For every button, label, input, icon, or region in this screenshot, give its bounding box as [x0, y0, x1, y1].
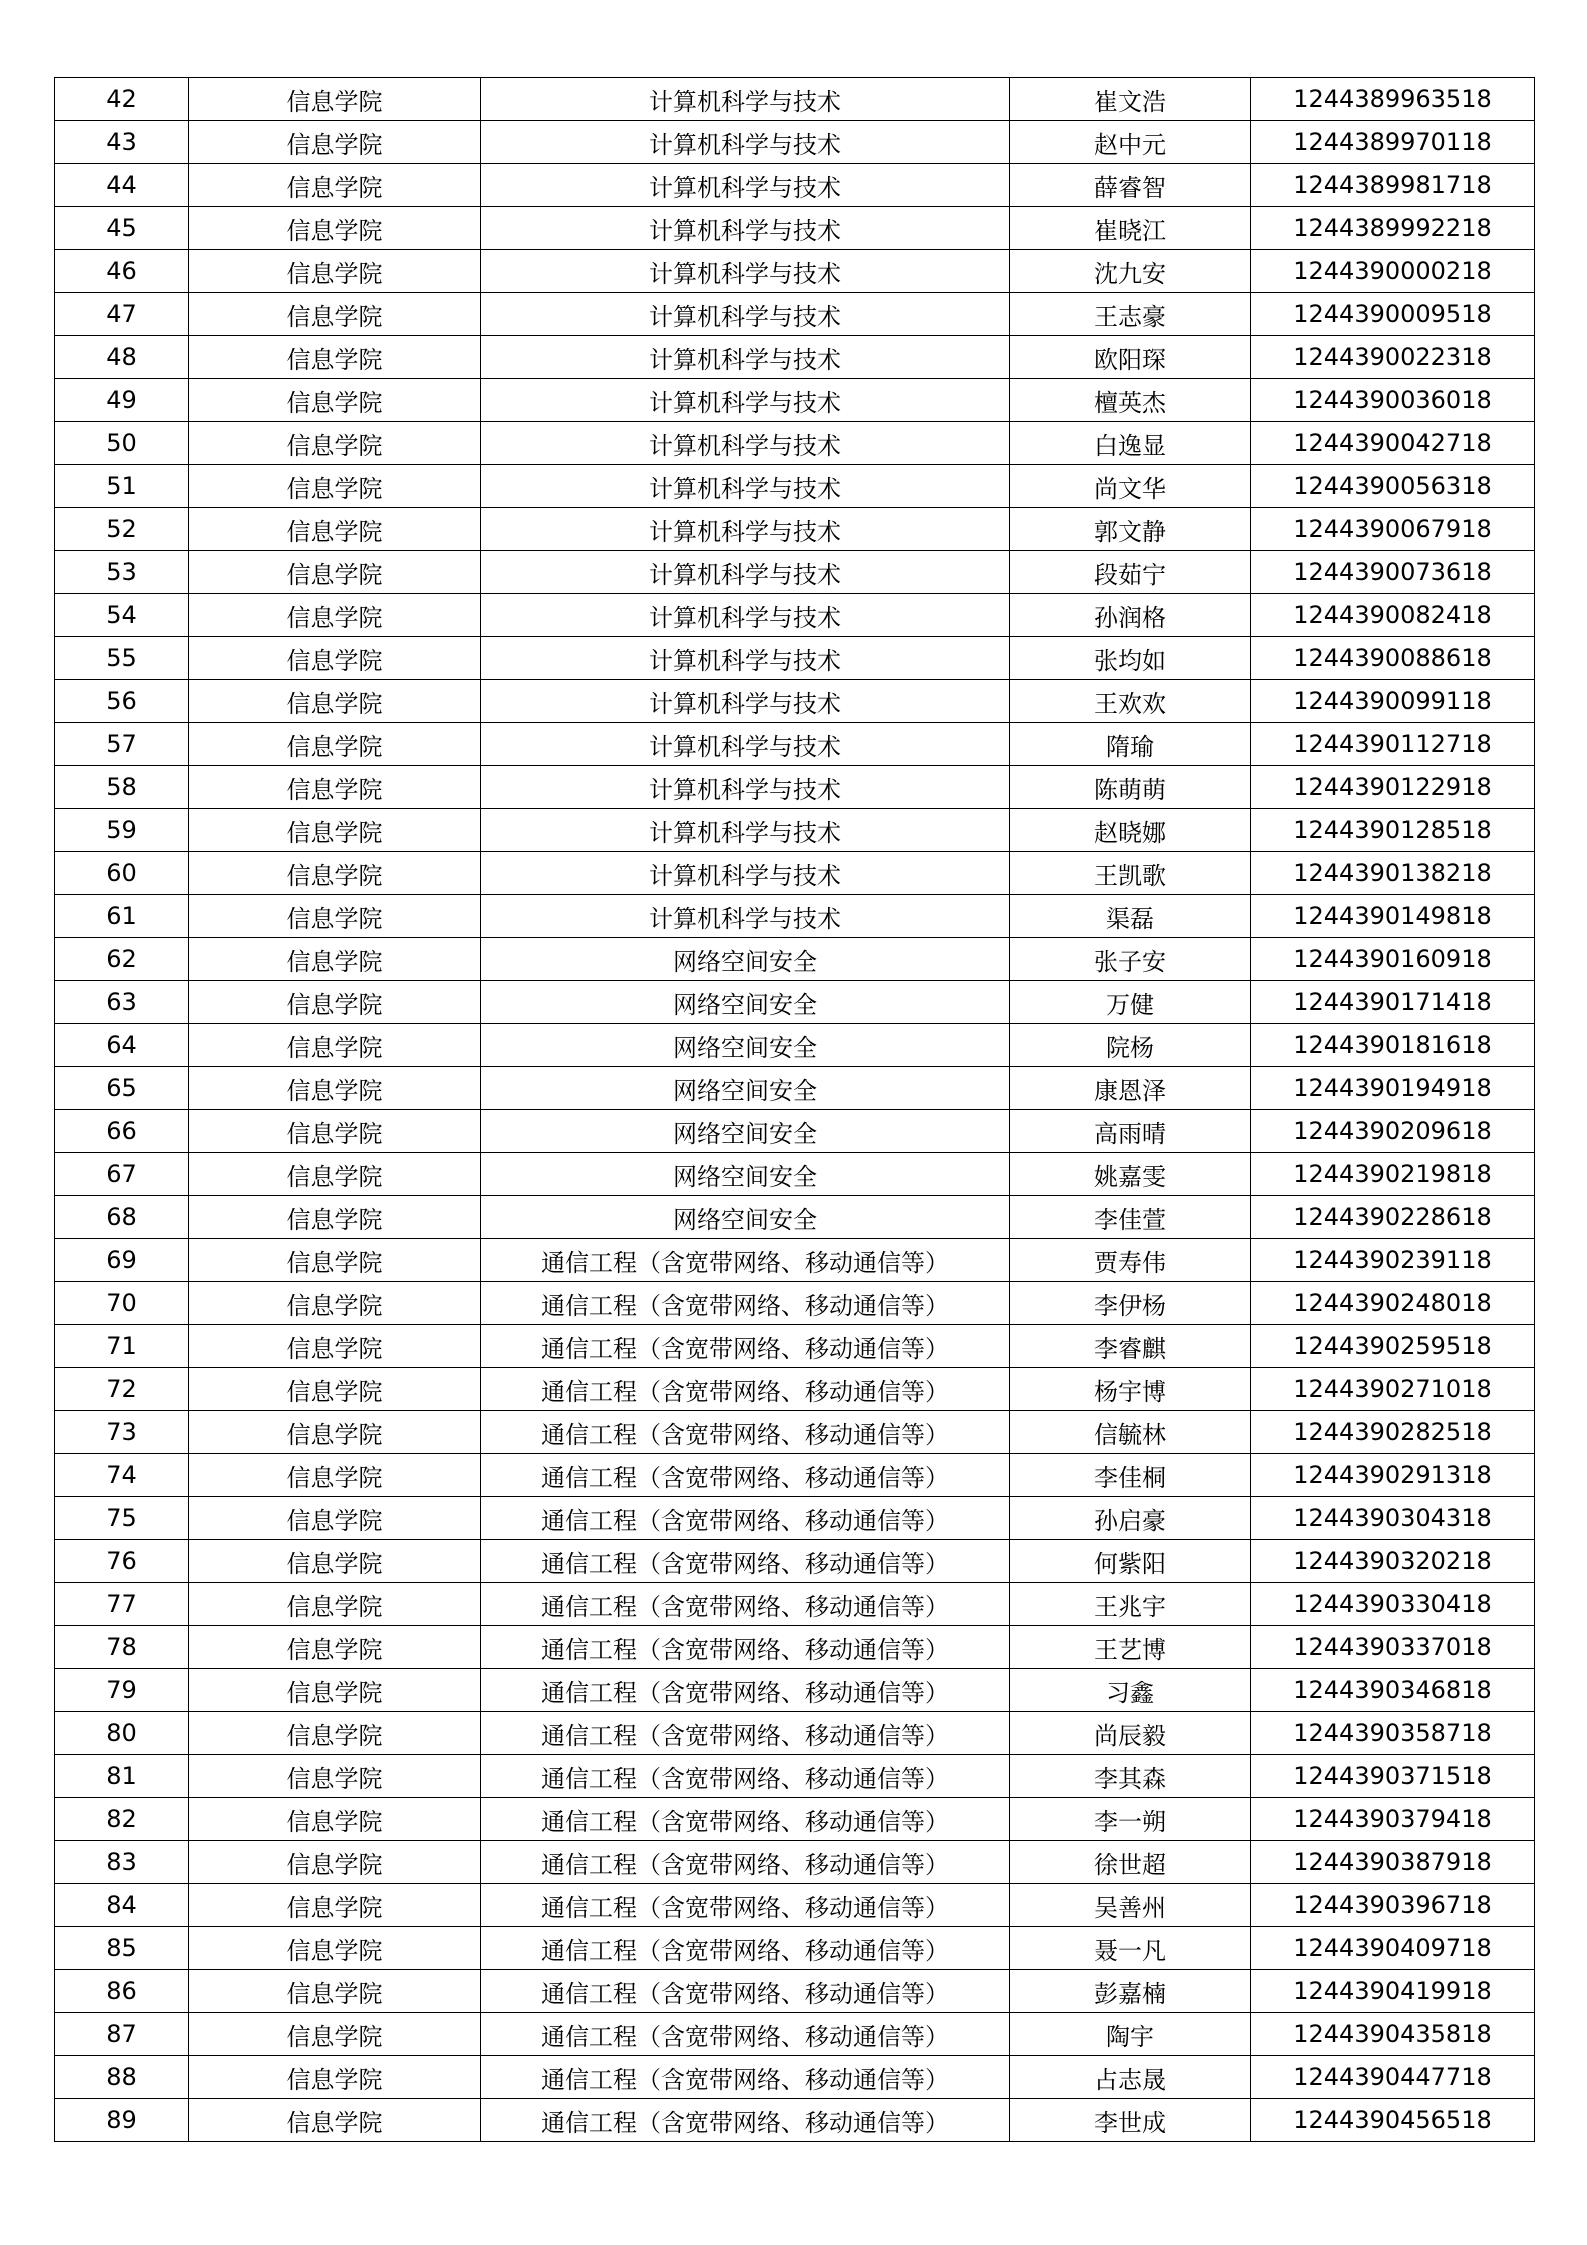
student-name-cell: 王欢欢: [1010, 680, 1251, 723]
student-name-cell: 高雨晴: [1010, 1110, 1251, 1153]
table-row: [55, 1110, 1535, 1153]
college-cell: 信息学院: [189, 78, 481, 121]
row-number-cell: 47: [55, 293, 189, 336]
student-name-cell: 王艺博: [1010, 1626, 1251, 1669]
roster-sheet: [54, 77, 1534, 2142]
table-row: [55, 78, 1535, 121]
major-cell: 计算机科学与技术: [481, 293, 1010, 336]
row-number-cell: 44: [55, 164, 189, 207]
exam-id-cell: 1244390009518: [1251, 293, 1535, 336]
row-number-cell: 60: [55, 852, 189, 895]
table-row: [55, 809, 1535, 852]
row-number-cell: 56: [55, 680, 189, 723]
college-cell: 信息学院: [189, 1454, 481, 1497]
row-number-cell: 82: [55, 1798, 189, 1841]
row-number-cell: 50: [55, 422, 189, 465]
table-row: [55, 2099, 1535, 2142]
exam-id-cell: 1244390371518: [1251, 1755, 1535, 1798]
row-number-cell: 83: [55, 1841, 189, 1884]
row-number-cell: 46: [55, 250, 189, 293]
table-row: [55, 1755, 1535, 1798]
roster-table: [54, 77, 1535, 2142]
exam-id-cell: 1244389970118: [1251, 121, 1535, 164]
major-cell: 通信工程（含宽带网络、移动通信等）: [481, 1884, 1010, 1927]
table-row: [55, 680, 1535, 723]
major-cell: 网络空间安全: [481, 938, 1010, 981]
exam-id-cell: 1244390320218: [1251, 1540, 1535, 1583]
major-cell: 通信工程（含宽带网络、移动通信等）: [481, 1669, 1010, 1712]
table-row: [55, 1153, 1535, 1196]
student-name-cell: 徐世超: [1010, 1841, 1251, 1884]
major-cell: 通信工程（含宽带网络、移动通信等）: [481, 1411, 1010, 1454]
major-cell: 通信工程（含宽带网络、移动通信等）: [481, 1239, 1010, 1282]
row-number-cell: 42: [55, 78, 189, 121]
row-number-cell: 69: [55, 1239, 189, 1282]
student-name-cell: 李世成: [1010, 2099, 1251, 2142]
major-cell: 计算机科学与技术: [481, 809, 1010, 852]
college-cell: 信息学院: [189, 895, 481, 938]
major-cell: 网络空间安全: [481, 1067, 1010, 1110]
student-name-cell: 彭嘉楠: [1010, 1970, 1251, 2013]
row-number-cell: 79: [55, 1669, 189, 1712]
row-number-cell: 57: [55, 723, 189, 766]
exam-id-cell: 1244390138218: [1251, 852, 1535, 895]
table-row: [55, 1712, 1535, 1755]
table-row: [55, 1540, 1535, 1583]
table-row: [55, 1411, 1535, 1454]
exam-id-cell: 1244390346818: [1251, 1669, 1535, 1712]
college-cell: 信息学院: [189, 1970, 481, 2013]
row-number-cell: 81: [55, 1755, 189, 1798]
college-cell: 信息学院: [189, 1540, 481, 1583]
college-cell: 信息学院: [189, 1798, 481, 1841]
table-row: [55, 1282, 1535, 1325]
major-cell: 通信工程（含宽带网络、移动通信等）: [481, 1368, 1010, 1411]
major-cell: 计算机科学与技术: [481, 637, 1010, 680]
college-cell: 信息学院: [189, 938, 481, 981]
exam-id-cell: 1244390073618: [1251, 551, 1535, 594]
table-row: [55, 1239, 1535, 1282]
table-row: [55, 293, 1535, 336]
table-row: [55, 1368, 1535, 1411]
college-cell: 信息学院: [189, 1110, 481, 1153]
major-cell: 通信工程（含宽带网络、移动通信等）: [481, 1583, 1010, 1626]
table-row: [55, 465, 1535, 508]
student-name-cell: 贾寿伟: [1010, 1239, 1251, 1282]
table-row: [55, 1841, 1535, 1884]
exam-id-cell: 1244390379418: [1251, 1798, 1535, 1841]
table-row: [55, 1884, 1535, 1927]
exam-id-cell: 1244390271018: [1251, 1368, 1535, 1411]
table-row: [55, 379, 1535, 422]
college-cell: 信息学院: [189, 1626, 481, 1669]
exam-id-cell: 1244390248018: [1251, 1282, 1535, 1325]
row-number-cell: 89: [55, 2099, 189, 2142]
student-name-cell: 郭文静: [1010, 508, 1251, 551]
exam-id-cell: 1244390396718: [1251, 1884, 1535, 1927]
table-row: [55, 637, 1535, 680]
table-row: [55, 723, 1535, 766]
row-number-cell: 88: [55, 2056, 189, 2099]
exam-id-cell: 1244390036018: [1251, 379, 1535, 422]
row-number-cell: 53: [55, 551, 189, 594]
college-cell: 信息学院: [189, 1024, 481, 1067]
major-cell: 计算机科学与技术: [481, 594, 1010, 637]
exam-id-cell: 1244390304318: [1251, 1497, 1535, 1540]
college-cell: 信息学院: [189, 422, 481, 465]
major-cell: 通信工程（含宽带网络、移动通信等）: [481, 2013, 1010, 2056]
student-name-cell: 王凯歌: [1010, 852, 1251, 895]
major-cell: 通信工程（含宽带网络、移动通信等）: [481, 1798, 1010, 1841]
major-cell: 计算机科学与技术: [481, 78, 1010, 121]
row-number-cell: 62: [55, 938, 189, 981]
student-name-cell: 李睿麒: [1010, 1325, 1251, 1368]
table-row: [55, 1067, 1535, 1110]
exam-id-cell: 1244390181618: [1251, 1024, 1535, 1067]
table-row: [55, 895, 1535, 938]
row-number-cell: 84: [55, 1884, 189, 1927]
exam-id-cell: 1244390194918: [1251, 1067, 1535, 1110]
table-row: [55, 938, 1535, 981]
student-name-cell: 崔晓江: [1010, 207, 1251, 250]
exam-id-cell: 1244390000218: [1251, 250, 1535, 293]
college-cell: 信息学院: [189, 1755, 481, 1798]
table-row: [55, 1497, 1535, 1540]
table-row: [55, 981, 1535, 1024]
table-row: [55, 422, 1535, 465]
college-cell: 信息学院: [189, 1153, 481, 1196]
table-row: [55, 1970, 1535, 2013]
college-cell: 信息学院: [189, 2056, 481, 2099]
student-name-cell: 院杨: [1010, 1024, 1251, 1067]
college-cell: 信息学院: [189, 1927, 481, 1970]
college-cell: 信息学院: [189, 809, 481, 852]
student-name-cell: 孙启豪: [1010, 1497, 1251, 1540]
exam-id-cell: 1244390387918: [1251, 1841, 1535, 1884]
college-cell: 信息学院: [189, 2013, 481, 2056]
student-name-cell: 姚嘉雯: [1010, 1153, 1251, 1196]
exam-id-cell: 1244390456518: [1251, 2099, 1535, 2142]
table-row: [55, 1927, 1535, 1970]
college-cell: 信息学院: [189, 293, 481, 336]
exam-id-cell: 1244390259518: [1251, 1325, 1535, 1368]
student-name-cell: 渠磊: [1010, 895, 1251, 938]
table-row: [55, 336, 1535, 379]
table-row: [55, 2056, 1535, 2099]
exam-id-cell: 1244390067918: [1251, 508, 1535, 551]
student-name-cell: 聂一凡: [1010, 1927, 1251, 1970]
major-cell: 网络空间安全: [481, 1024, 1010, 1067]
college-cell: 信息学院: [189, 1196, 481, 1239]
major-cell: 通信工程（含宽带网络、移动通信等）: [481, 2056, 1010, 2099]
exam-id-cell: 1244390149818: [1251, 895, 1535, 938]
table-row: [55, 207, 1535, 250]
exam-id-cell: 1244390088618: [1251, 637, 1535, 680]
college-cell: 信息学院: [189, 1067, 481, 1110]
student-name-cell: 占志晟: [1010, 2056, 1251, 2099]
college-cell: 信息学院: [189, 1282, 481, 1325]
student-name-cell: 沈九安: [1010, 250, 1251, 293]
student-name-cell: 段茹宁: [1010, 551, 1251, 594]
student-name-cell: 信毓林: [1010, 1411, 1251, 1454]
row-number-cell: 78: [55, 1626, 189, 1669]
major-cell: 网络空间安全: [481, 1196, 1010, 1239]
row-number-cell: 75: [55, 1497, 189, 1540]
exam-id-cell: 1244390082418: [1251, 594, 1535, 637]
row-number-cell: 86: [55, 1970, 189, 2013]
table-row: [55, 1325, 1535, 1368]
row-number-cell: 63: [55, 981, 189, 1024]
major-cell: 计算机科学与技术: [481, 895, 1010, 938]
exam-id-cell: 1244390122918: [1251, 766, 1535, 809]
major-cell: 通信工程（含宽带网络、移动通信等）: [481, 1325, 1010, 1368]
exam-id-cell: 1244389981718: [1251, 164, 1535, 207]
student-name-cell: 王志豪: [1010, 293, 1251, 336]
major-cell: 计算机科学与技术: [481, 508, 1010, 551]
major-cell: 计算机科学与技术: [481, 680, 1010, 723]
row-number-cell: 48: [55, 336, 189, 379]
table-row: [55, 766, 1535, 809]
exam-id-cell: 1244390128518: [1251, 809, 1535, 852]
exam-id-cell: 1244390228618: [1251, 1196, 1535, 1239]
college-cell: 信息学院: [189, 164, 481, 207]
row-number-cell: 54: [55, 594, 189, 637]
major-cell: 通信工程（含宽带网络、移动通信等）: [481, 1454, 1010, 1497]
college-cell: 信息学院: [189, 1239, 481, 1282]
college-cell: 信息学院: [189, 1669, 481, 1712]
major-cell: 计算机科学与技术: [481, 422, 1010, 465]
student-name-cell: 赵晓娜: [1010, 809, 1251, 852]
major-cell: 网络空间安全: [481, 1153, 1010, 1196]
exam-id-cell: 1244390330418: [1251, 1583, 1535, 1626]
exam-id-cell: 1244390337018: [1251, 1626, 1535, 1669]
table-row: [55, 852, 1535, 895]
table-row: [55, 508, 1535, 551]
table-row: [55, 551, 1535, 594]
college-cell: 信息学院: [189, 852, 481, 895]
major-cell: 计算机科学与技术: [481, 207, 1010, 250]
row-number-cell: 73: [55, 1411, 189, 1454]
student-name-cell: 李伊杨: [1010, 1282, 1251, 1325]
row-number-cell: 67: [55, 1153, 189, 1196]
student-name-cell: 檀英杰: [1010, 379, 1251, 422]
student-name-cell: 李佳萱: [1010, 1196, 1251, 1239]
row-number-cell: 80: [55, 1712, 189, 1755]
major-cell: 计算机科学与技术: [481, 723, 1010, 766]
table-row: [55, 164, 1535, 207]
row-number-cell: 74: [55, 1454, 189, 1497]
major-cell: 通信工程（含宽带网络、移动通信等）: [481, 2099, 1010, 2142]
college-cell: 信息学院: [189, 1884, 481, 1927]
college-cell: 信息学院: [189, 207, 481, 250]
row-number-cell: 49: [55, 379, 189, 422]
row-number-cell: 64: [55, 1024, 189, 1067]
exam-id-cell: 1244390282518: [1251, 1411, 1535, 1454]
exam-id-cell: 1244390171418: [1251, 981, 1535, 1024]
student-name-cell: 孙润格: [1010, 594, 1251, 637]
exam-id-cell: 1244390099118: [1251, 680, 1535, 723]
exam-id-cell: 1244389992218: [1251, 207, 1535, 250]
student-name-cell: 隋瑜: [1010, 723, 1251, 766]
student-name-cell: 崔文浩: [1010, 78, 1251, 121]
student-name-cell: 欧阳琛: [1010, 336, 1251, 379]
row-number-cell: 70: [55, 1282, 189, 1325]
exam-id-cell: 1244390219818: [1251, 1153, 1535, 1196]
exam-id-cell: 1244390042718: [1251, 422, 1535, 465]
exam-id-cell: 1244390239118: [1251, 1239, 1535, 1282]
table-row: [55, 250, 1535, 293]
row-number-cell: 55: [55, 637, 189, 680]
major-cell: 通信工程（含宽带网络、移动通信等）: [481, 1497, 1010, 1540]
major-cell: 计算机科学与技术: [481, 766, 1010, 809]
student-name-cell: 王兆宇: [1010, 1583, 1251, 1626]
major-cell: 计算机科学与技术: [481, 852, 1010, 895]
row-number-cell: 87: [55, 2013, 189, 2056]
table-row: [55, 2013, 1535, 2056]
student-name-cell: 杨宇博: [1010, 1368, 1251, 1411]
table-row: [55, 1024, 1535, 1067]
student-name-cell: 李佳桐: [1010, 1454, 1251, 1497]
college-cell: 信息学院: [189, 1325, 481, 1368]
college-cell: 信息学院: [189, 465, 481, 508]
major-cell: 计算机科学与技术: [481, 250, 1010, 293]
row-number-cell: 76: [55, 1540, 189, 1583]
table-row: [55, 594, 1535, 637]
student-name-cell: 李一朔: [1010, 1798, 1251, 1841]
major-cell: 通信工程（含宽带网络、移动通信等）: [481, 1755, 1010, 1798]
major-cell: 计算机科学与技术: [481, 465, 1010, 508]
college-cell: 信息学院: [189, 551, 481, 594]
row-number-cell: 45: [55, 207, 189, 250]
table-row: [55, 1454, 1535, 1497]
major-cell: 计算机科学与技术: [481, 336, 1010, 379]
row-number-cell: 85: [55, 1927, 189, 1970]
student-name-cell: 李其森: [1010, 1755, 1251, 1798]
row-number-cell: 66: [55, 1110, 189, 1153]
student-name-cell: 尚文华: [1010, 465, 1251, 508]
major-cell: 通信工程（含宽带网络、移动通信等）: [481, 1626, 1010, 1669]
student-name-cell: 吴善州: [1010, 1884, 1251, 1927]
table-row: [55, 1669, 1535, 1712]
row-number-cell: 65: [55, 1067, 189, 1110]
row-number-cell: 58: [55, 766, 189, 809]
major-cell: 计算机科学与技术: [481, 121, 1010, 164]
college-cell: 信息学院: [189, 1583, 481, 1626]
student-name-cell: 薛睿智: [1010, 164, 1251, 207]
student-name-cell: 习鑫: [1010, 1669, 1251, 1712]
row-number-cell: 71: [55, 1325, 189, 1368]
major-cell: 通信工程（含宽带网络、移动通信等）: [481, 1282, 1010, 1325]
major-cell: 通信工程（含宽带网络、移动通信等）: [481, 1841, 1010, 1884]
major-cell: 计算机科学与技术: [481, 379, 1010, 422]
row-number-cell: 43: [55, 121, 189, 164]
student-name-cell: 张均如: [1010, 637, 1251, 680]
exam-id-cell: 1244390435818: [1251, 2013, 1535, 2056]
row-number-cell: 72: [55, 1368, 189, 1411]
table-row: [55, 1626, 1535, 1669]
college-cell: 信息学院: [189, 981, 481, 1024]
student-name-cell: 张子安: [1010, 938, 1251, 981]
table-row: [55, 121, 1535, 164]
college-cell: 信息学院: [189, 1712, 481, 1755]
college-cell: 信息学院: [189, 379, 481, 422]
roster-table-body: [55, 78, 1535, 2142]
row-number-cell: 51: [55, 465, 189, 508]
college-cell: 信息学院: [189, 594, 481, 637]
college-cell: 信息学院: [189, 1841, 481, 1884]
table-row: [55, 1196, 1535, 1239]
table-row: [55, 1583, 1535, 1626]
exam-id-cell: 1244390160918: [1251, 938, 1535, 981]
student-name-cell: 何紫阳: [1010, 1540, 1251, 1583]
exam-id-cell: 1244390447718: [1251, 2056, 1535, 2099]
student-name-cell: 陶宇: [1010, 2013, 1251, 2056]
college-cell: 信息学院: [189, 1497, 481, 1540]
student-name-cell: 陈萌萌: [1010, 766, 1251, 809]
college-cell: 信息学院: [189, 680, 481, 723]
row-number-cell: 77: [55, 1583, 189, 1626]
college-cell: 信息学院: [189, 637, 481, 680]
exam-id-cell: 1244390112718: [1251, 723, 1535, 766]
major-cell: 通信工程（含宽带网络、移动通信等）: [481, 1970, 1010, 2013]
row-number-cell: 52: [55, 508, 189, 551]
student-name-cell: 白逸显: [1010, 422, 1251, 465]
exam-id-cell: 1244390291318: [1251, 1454, 1535, 1497]
major-cell: 计算机科学与技术: [481, 551, 1010, 594]
major-cell: 通信工程（含宽带网络、移动通信等）: [481, 1927, 1010, 1970]
major-cell: 通信工程（含宽带网络、移动通信等）: [481, 1712, 1010, 1755]
college-cell: 信息学院: [189, 121, 481, 164]
college-cell: 信息学院: [189, 336, 481, 379]
major-cell: 网络空间安全: [481, 981, 1010, 1024]
college-cell: 信息学院: [189, 723, 481, 766]
exam-id-cell: 1244390056318: [1251, 465, 1535, 508]
college-cell: 信息学院: [189, 1411, 481, 1454]
college-cell: 信息学院: [189, 766, 481, 809]
exam-id-cell: 1244389963518: [1251, 78, 1535, 121]
major-cell: 计算机科学与技术: [481, 164, 1010, 207]
college-cell: 信息学院: [189, 2099, 481, 2142]
row-number-cell: 59: [55, 809, 189, 852]
student-name-cell: 尚辰毅: [1010, 1712, 1251, 1755]
exam-id-cell: 1244390209618: [1251, 1110, 1535, 1153]
college-cell: 信息学院: [189, 250, 481, 293]
college-cell: 信息学院: [189, 508, 481, 551]
student-name-cell: 康恩泽: [1010, 1067, 1251, 1110]
exam-id-cell: 1244390419918: [1251, 1970, 1535, 2013]
exam-id-cell: 1244390358718: [1251, 1712, 1535, 1755]
student-name-cell: 赵中元: [1010, 121, 1251, 164]
exam-id-cell: 1244390022318: [1251, 336, 1535, 379]
row-number-cell: 61: [55, 895, 189, 938]
table-row: [55, 1798, 1535, 1841]
major-cell: 网络空间安全: [481, 1110, 1010, 1153]
exam-id-cell: 1244390409718: [1251, 1927, 1535, 1970]
row-number-cell: 68: [55, 1196, 189, 1239]
student-name-cell: 万健: [1010, 981, 1251, 1024]
college-cell: 信息学院: [189, 1368, 481, 1411]
major-cell: 通信工程（含宽带网络、移动通信等）: [481, 1540, 1010, 1583]
